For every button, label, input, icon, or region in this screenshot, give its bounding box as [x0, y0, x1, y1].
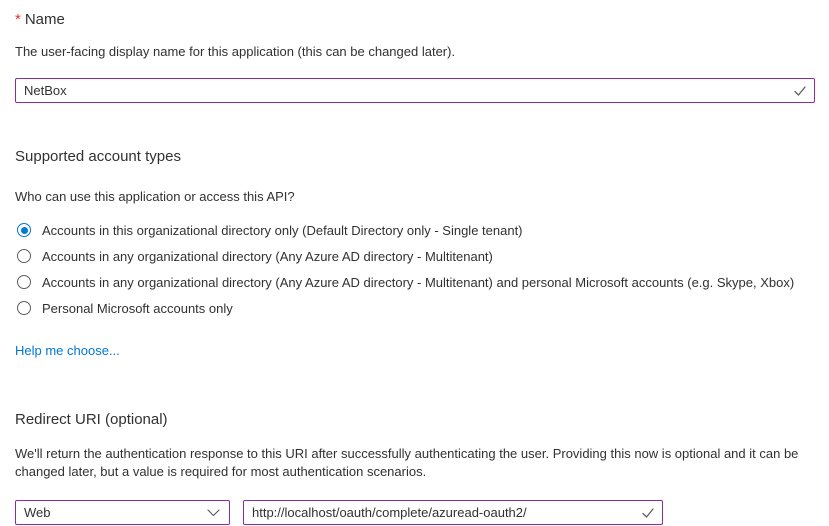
platform-select-value: Web: [24, 505, 51, 520]
redirect-uri-input-wrap: [243, 500, 663, 525]
radio-option-personal-only[interactable]: [15, 295, 815, 321]
radio-option-label: Accounts in this organizational directory only (Default Directory only - Single tenant): [42, 222, 523, 238]
radio-button-icon[interactable]: [17, 301, 31, 315]
checkmark-icon: [641, 506, 655, 520]
account-types-radio-group: [15, 217, 815, 321]
radio-option-label: Accounts in any organizational directory (Any Azure AD directory - Multitenant): [42, 248, 493, 264]
radio-option-multitenant-personal[interactable]: [15, 269, 815, 295]
redirect-uri-description: We'll return the authentication response to this URI after successfully authenticating the user. Providing this now is optional and it can be changed later, but a value is required for most authentication scenarios.: [15, 446, 799, 479]
redirect-uri-title: Redirect URI (optional): [15, 411, 168, 428]
name-section-title: [15, 10, 815, 30]
redirect-uri-input[interactable]: [243, 500, 663, 525]
required-asterisk: *: [15, 11, 21, 28]
account-types-question: Who can use this application or access this API?: [15, 189, 295, 204]
account-types-title: Supported account types: [15, 148, 181, 165]
name-input-wrap: [15, 78, 815, 103]
app-registration-form: [0, 10, 829, 525]
radio-option-label: Personal Microsoft accounts only: [42, 300, 233, 316]
radio-button-icon[interactable]: [17, 249, 31, 263]
platform-select[interactable]: [15, 500, 230, 525]
checkmark-icon: [793, 84, 807, 98]
name-description: The user-facing display name for this application (this can be changed later).: [15, 44, 456, 59]
name-input[interactable]: [15, 78, 815, 103]
radio-option-single-tenant[interactable]: [15, 217, 815, 243]
name-title-text: Name: [24, 11, 65, 28]
radio-option-label: Accounts in any organizational directory (Any Azure AD directory - Multitenant) and personal Microsoft accounts (e.g. Skype, Xbox): [42, 274, 795, 290]
redirect-uri-row: [15, 500, 815, 525]
radio-button-icon[interactable]: [17, 223, 31, 237]
radio-option-multitenant[interactable]: [15, 243, 815, 269]
radio-button-icon[interactable]: [17, 275, 31, 289]
help-me-choose-link[interactable]: Help me choose...: [15, 343, 120, 358]
chevron-down-icon: [207, 509, 220, 517]
